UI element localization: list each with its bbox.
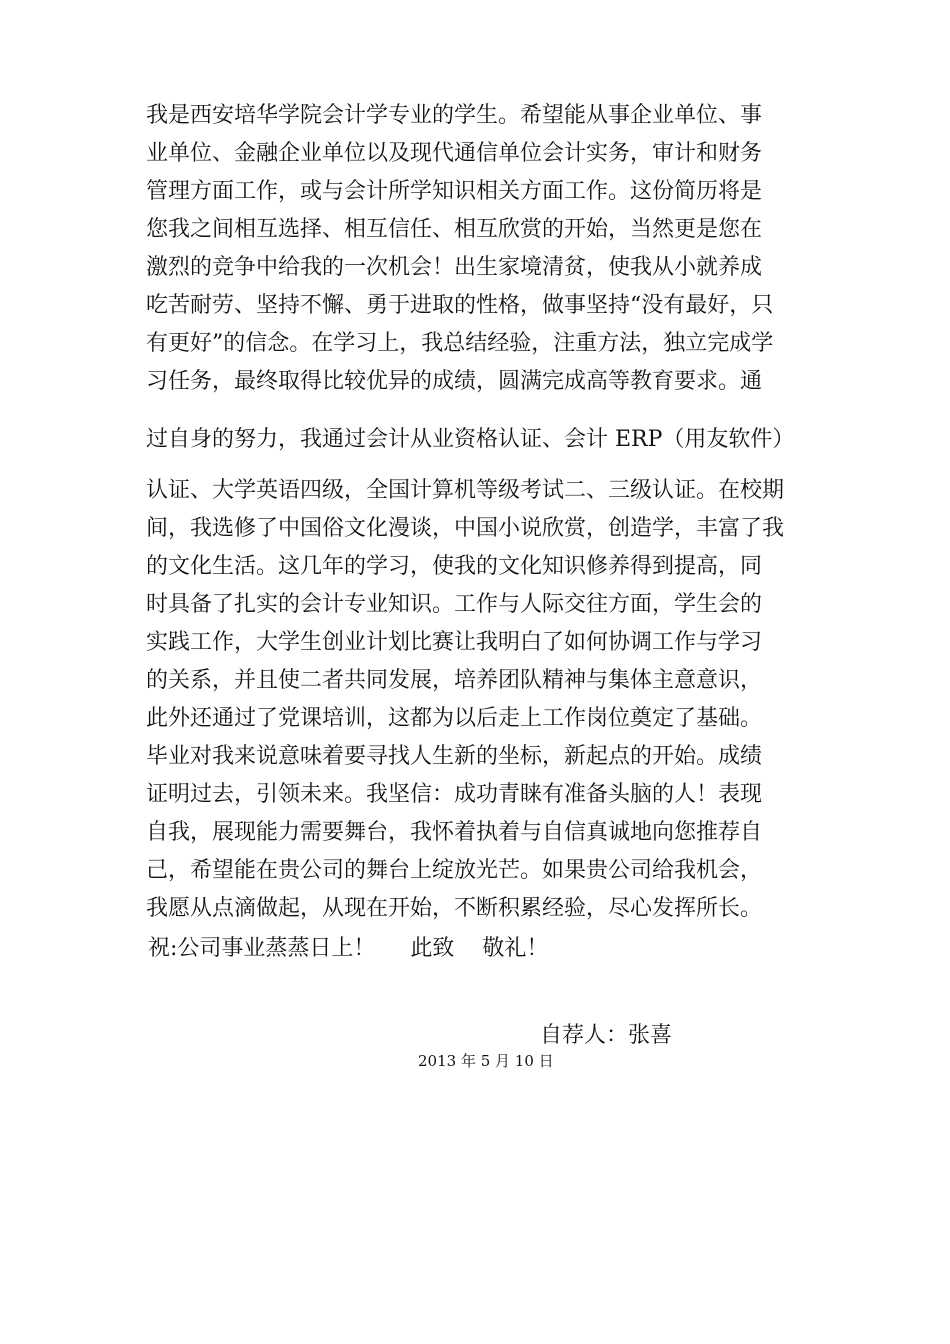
letter-date: 2013 年 5 月 10 日 <box>418 1052 554 1070</box>
paragraph-certifications <box>146 421 816 459</box>
text-line: 激烈的竞争中给我的一次机会！出生家境清贫，使我从小就养成 <box>146 255 763 280</box>
signature-name: 自荐人：张喜 <box>540 1023 673 1048</box>
text-line: 吃苦耐劳、坚持不懈、勇于进取的性格，做事坚持“没有最好，只 <box>146 293 774 318</box>
text-line: 习任务，最终取得比较优异的成绩，圆满完成高等教育要求。通 <box>146 369 763 394</box>
text-line: 的关系，并且使二者共同发展，培养团队精神与集体主意意识， <box>146 668 763 693</box>
paragraph-introduction <box>146 97 816 401</box>
text-line: 时具备了扎实的会计专业知识。工作与人际交往方面，学生会的 <box>146 592 763 617</box>
text-line: 过自身的努力，我通过会计从业资格认证、会计 ERP（用友软件） <box>146 427 795 452</box>
text-line: 认证、大学英语四级，全国计算机等级考试二、三级认证。在校期 <box>146 478 785 503</box>
text-line: 己，希望能在贵公司的舞台上绽放光芒。如果贵公司给我机会， <box>146 858 763 883</box>
text-line: 证明过去，引领未来。我坚信：成功青睐有准备头脑的人！表现 <box>146 782 763 807</box>
text-line: 自我，展现能力需要舞台，我怀着执着与自信真诚地向您推荐自 <box>146 820 763 845</box>
text-line: 毕业对我来说意味着要寻找人生新的坐标，新起点的开始。成绩 <box>146 744 763 769</box>
text-line: 我是西安培华学院会计学专业的学生。希望能从事企业单位、事 <box>146 103 763 128</box>
text-line: 我愿从点滴做起，从现在开始，不断积累经验，尽心发挥所长。 <box>146 896 763 921</box>
text-line: 您我之间相互选择、相互信任、相互欣赏的开始，当然更是您在 <box>146 217 763 242</box>
text-line: 的文化生活。这几年的学习，使我的文化知识修养得到提高，同 <box>146 554 763 579</box>
closing-salutation: 祝:公司事业蒸蒸日上！ 此致 敬礼！ <box>148 936 549 961</box>
text-line: 有更好”的信念。在学习上，我总结经验，注重方法，独立完成学 <box>146 331 774 356</box>
text-line: 业单位、金融企业单位以及现代通信单位会计实务，审计和财务 <box>146 141 763 166</box>
paragraph-experience <box>146 472 816 928</box>
text-line: 实践工作，大学生创业计划比赛让我明白了如何协调工作与学习 <box>146 630 763 655</box>
text-line: 间，我选修了中国俗文化漫谈，中国小说欣赏，创造学，丰富了我 <box>146 516 785 541</box>
text-line: 此外还通过了党课培训，这都为以后走上工作岗位奠定了基础。 <box>146 706 763 731</box>
text-line: 管理方面工作，或与会计所学知识相关方面工作。这份简历将是 <box>146 179 763 204</box>
